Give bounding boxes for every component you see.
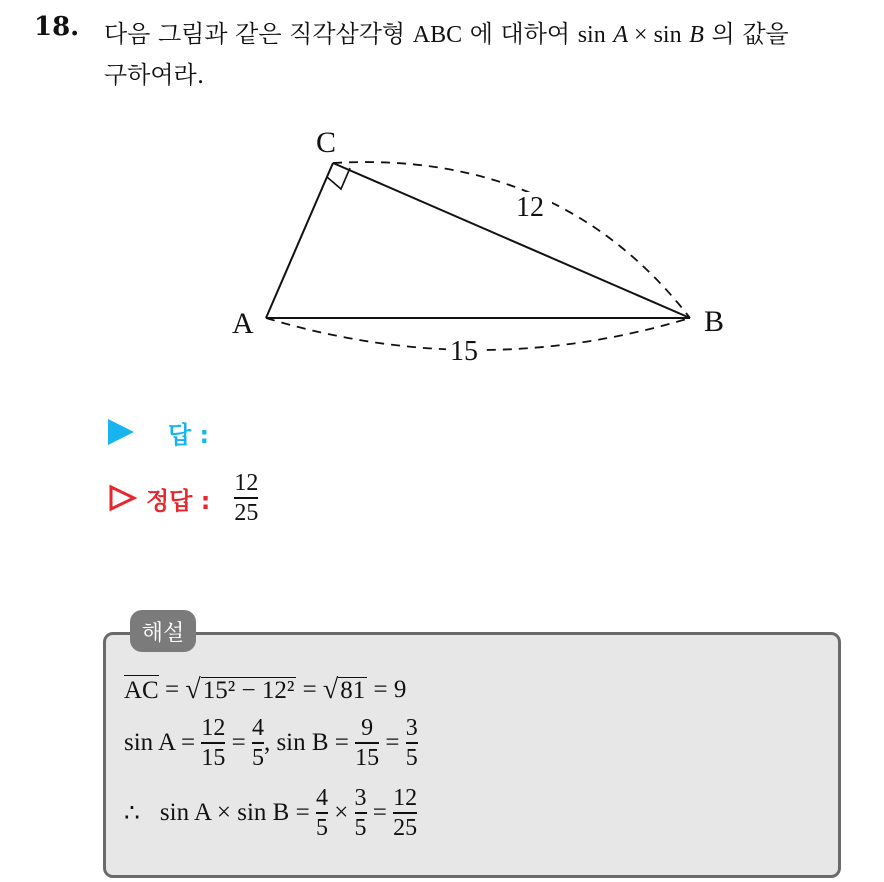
numerator: 12 xyxy=(393,785,418,812)
expr-times: × xyxy=(628,22,654,48)
therefore-symbol: ∴ xyxy=(124,800,140,827)
question-text-part2: 에 대하여 xyxy=(462,20,578,48)
times-sign: × xyxy=(327,799,355,826)
fraction-12-15 xyxy=(201,715,225,771)
question-text-part3: 의 값을 xyxy=(703,20,789,48)
sqrt-expression-1 xyxy=(185,676,296,704)
solution-line-3 xyxy=(124,782,417,844)
answer-key-arrow-icon xyxy=(108,484,138,512)
numerator: 4 xyxy=(251,715,264,742)
answer-key-fraction xyxy=(234,470,258,526)
denominator: 5 xyxy=(251,744,264,771)
equals-sign-2: = xyxy=(296,676,323,703)
question-text-line2: 구하여라. xyxy=(104,61,205,89)
vertex-a-label: A xyxy=(232,307,254,340)
equals-sign-2: = xyxy=(379,729,406,756)
denominator: 25 xyxy=(393,814,418,841)
sqrt-icon: √ xyxy=(185,674,201,705)
fraction-3-5 xyxy=(406,715,418,771)
numerator: 3 xyxy=(405,715,418,742)
numerator: 3 xyxy=(354,785,367,812)
fraction-12-25 xyxy=(393,785,417,841)
answer-key-denominator: 25 xyxy=(234,499,259,526)
equals-sign: = xyxy=(366,799,394,826)
product-expr: sin A × sin B = xyxy=(159,799,316,826)
expr-sin-b: sin xyxy=(653,22,682,48)
answer-row xyxy=(108,412,209,452)
vertex-b-label: B xyxy=(704,305,725,338)
expr-a: A xyxy=(613,22,629,48)
denominator: 5 xyxy=(315,814,328,841)
fraction-3-5 xyxy=(355,785,367,841)
side-ac xyxy=(266,163,333,318)
denominator: 5 xyxy=(354,814,367,841)
fraction-9-15 xyxy=(355,715,379,771)
vertex-c-label: C xyxy=(316,126,337,159)
question-number: 18. xyxy=(34,12,80,42)
question-text-part1: 다음 그림과 같은 직각삼각형 xyxy=(104,20,413,48)
denominator: 5 xyxy=(405,744,418,771)
equals-sign: = xyxy=(158,676,186,703)
expr-sin-a: sin xyxy=(577,22,606,48)
solution-line-1 xyxy=(124,672,406,708)
sqrt-radicand-1: 15² − 12² xyxy=(202,677,295,704)
triangle-name: ABC xyxy=(412,22,463,48)
segment-ac: AC xyxy=(124,677,159,704)
answer-key-numerator: 12 xyxy=(234,470,259,497)
answer-label: 답 : xyxy=(168,420,210,449)
equals-sign: = xyxy=(225,729,252,756)
numerator: 12 xyxy=(201,715,226,742)
sqrt-expression-2 xyxy=(323,676,367,704)
side-ab-length: 15 xyxy=(450,336,478,367)
fraction-4-5 xyxy=(316,785,328,841)
expr-b: B xyxy=(689,22,704,48)
sin-a-expr: sin A = xyxy=(124,729,202,756)
denominator: 15 xyxy=(201,744,226,771)
numerator: 4 xyxy=(315,785,328,812)
sqrt-icon-2: √ xyxy=(322,674,339,705)
sqrt-radicand-2: 81 xyxy=(340,677,366,704)
solution-tag: 해설 xyxy=(130,610,196,652)
solution-line-2 xyxy=(124,712,418,774)
answer-arrow-icon xyxy=(108,419,134,445)
denominator: 15 xyxy=(355,744,380,771)
sin-b-expr: , sin B = xyxy=(263,729,356,756)
result-value: = 9 xyxy=(367,676,407,703)
triangle-figure xyxy=(0,0,884,400)
numerator: 9 xyxy=(361,715,374,742)
answer-key-row xyxy=(108,468,258,528)
fraction-4-5 xyxy=(252,715,264,771)
answer-key-label: 정답 : xyxy=(146,486,211,515)
side-cb-length: 12 xyxy=(516,192,544,223)
